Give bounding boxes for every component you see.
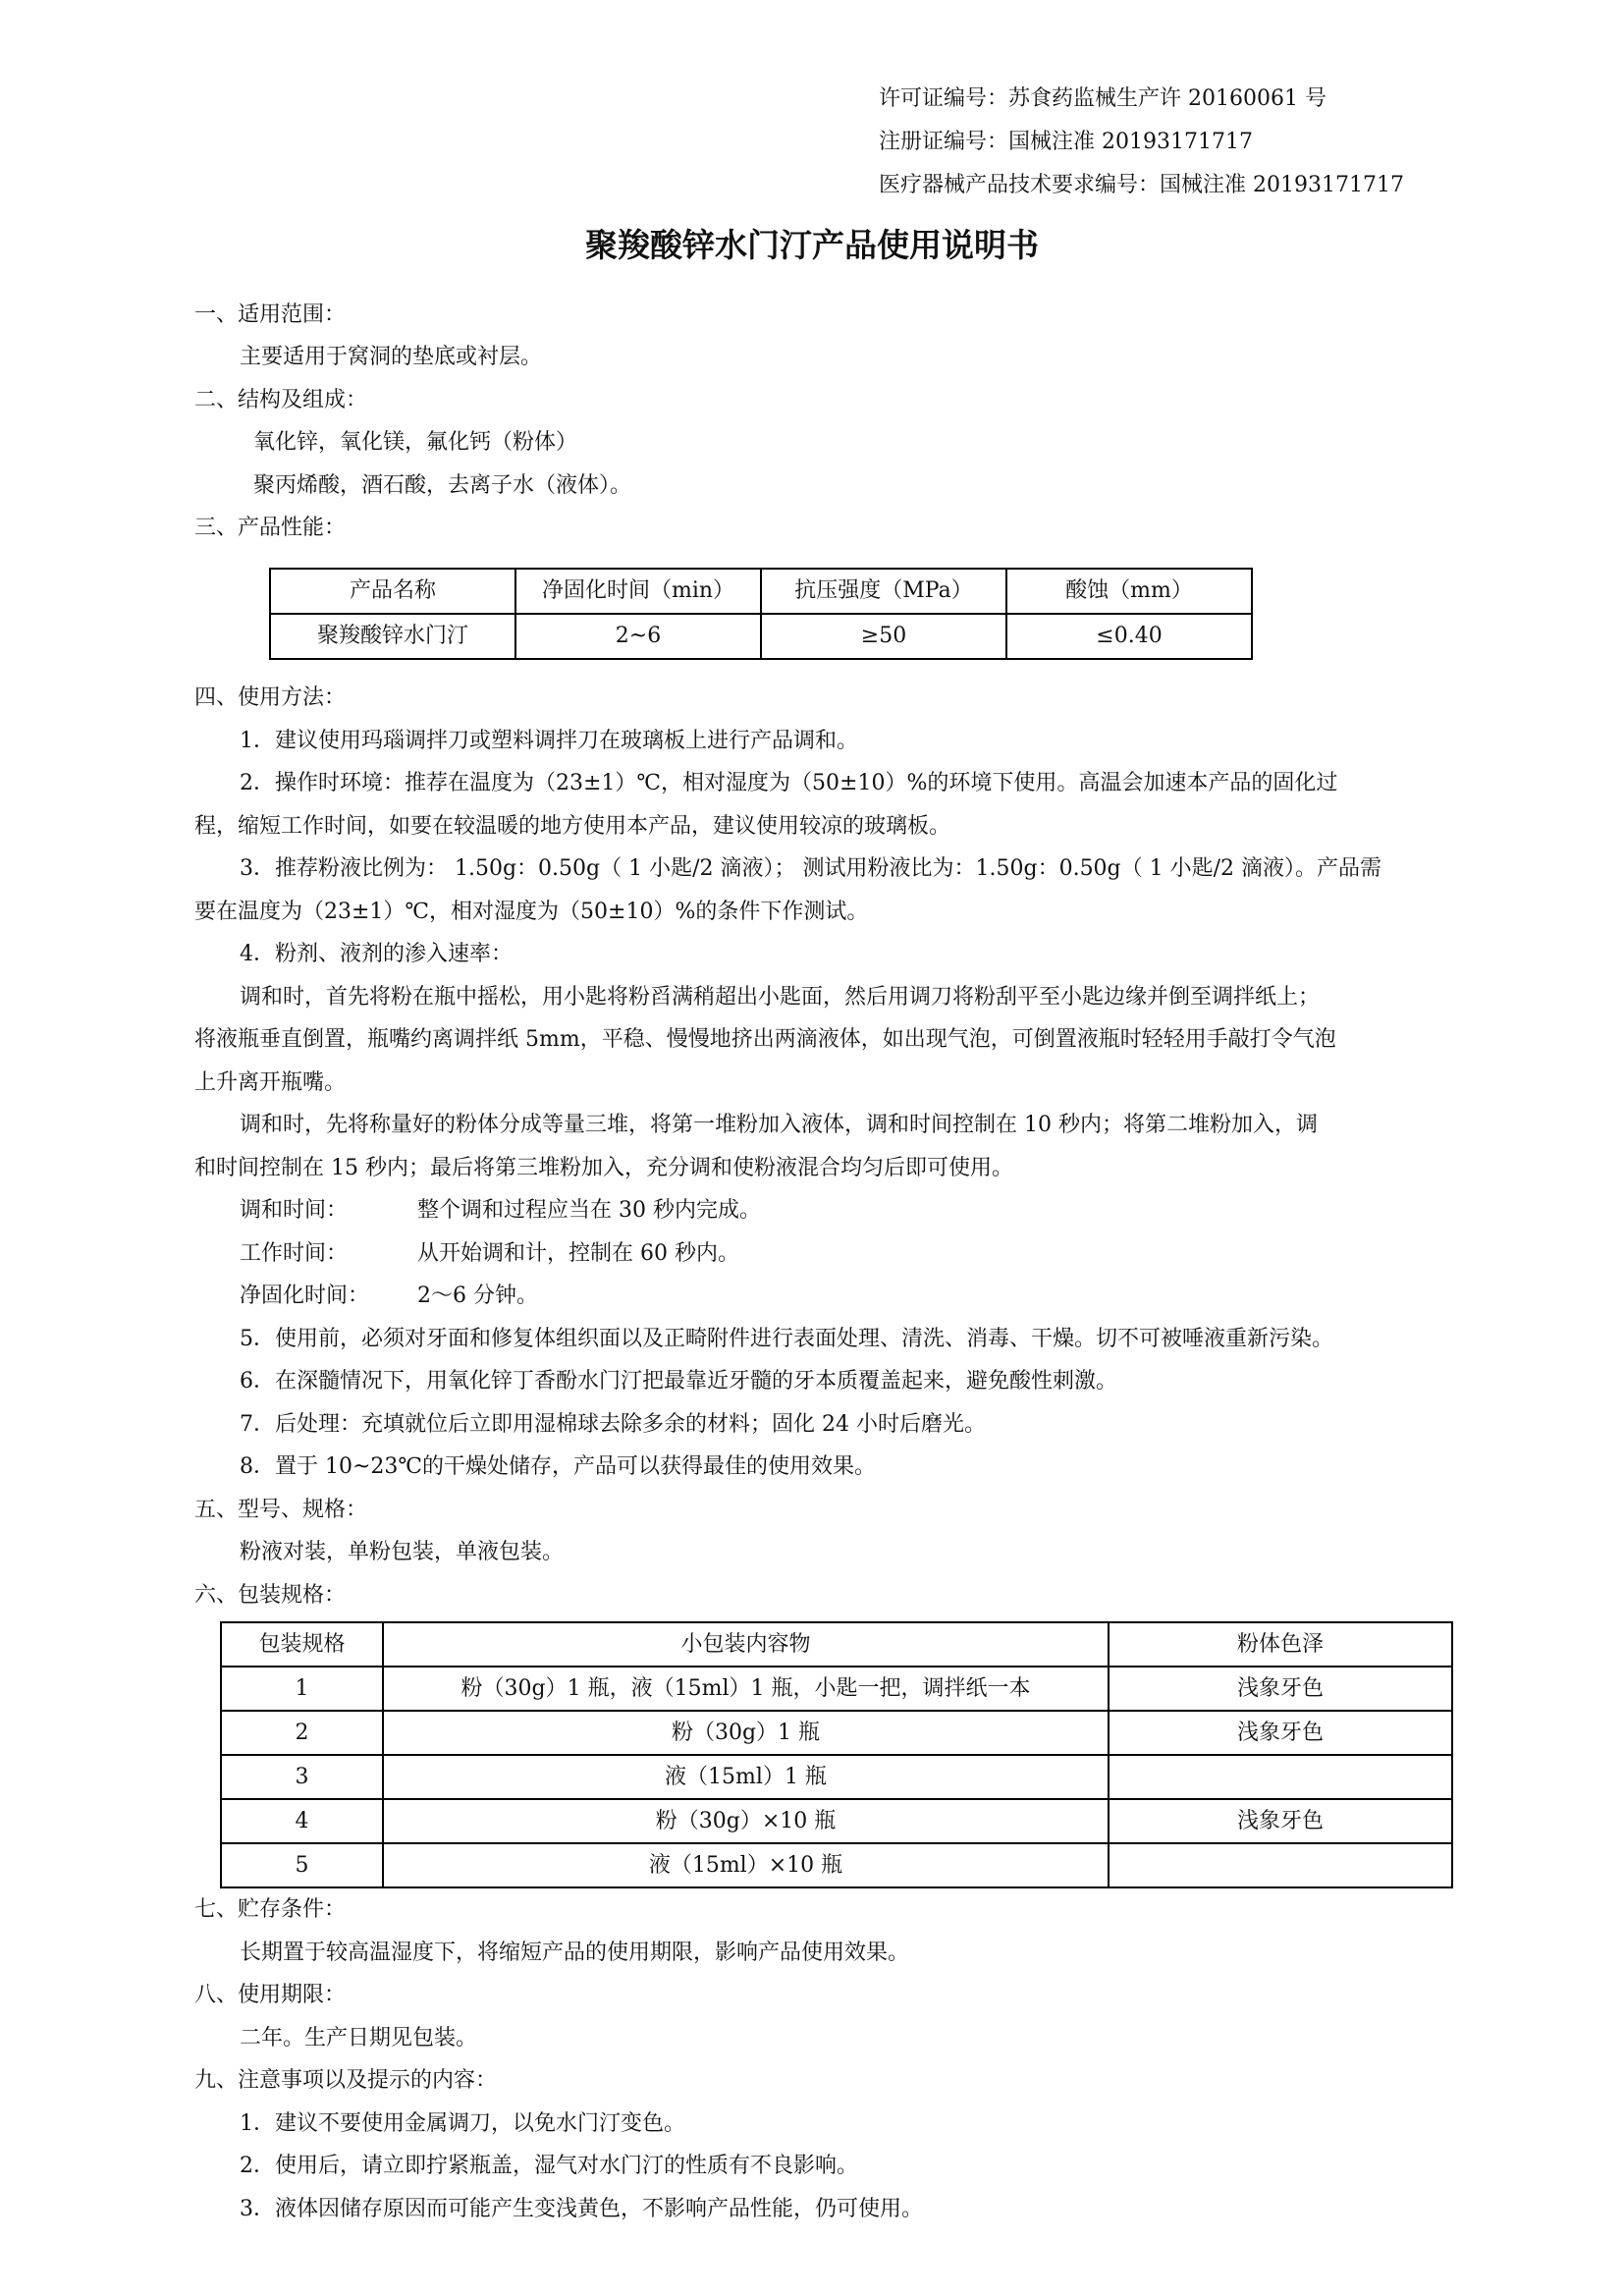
header-cell: 酸蚀（mm） [1006,569,1252,614]
section-heading-scope: 一、适用范围： [194,302,347,327]
usage-item-5: 5．使用前，必须对牙面和修复体组织面以及正畸附件进行表面处理、清洗、消毒、干燥。切不可被唾液重新污染。 [240,1327,1334,1351]
table-row [221,1755,1452,1799]
section-heading-model: 五、型号、规格： [194,1498,368,1522]
working-time-label: 工作时间： [240,1241,349,1266]
header-cell: 小包装内容物 [383,1622,1109,1667]
table-cell: ≤0.40 [1006,614,1252,659]
table-cell: 聚羧酸锌水门汀 [270,614,515,659]
table-cell: 液（15ml）1 瓶 [383,1755,1109,1799]
storage-text: 长期置于较高温湿度下，将缩短产品的使用期限，影响产品使用效果。 [240,1941,910,1965]
document-title: 聚羧酸锌水门汀产品使用说明书 [585,226,1039,264]
section-heading-usage: 四、使用方法： [194,685,347,710]
table-cell: 浅象牙色 [1109,1667,1452,1711]
table-cell: 2~6 [515,614,761,659]
usage-item-1: 1．建议使用玛瑙调拌刀或塑料调拌刀在玻璃板上进行产品调和。 [240,729,858,753]
table-cell: 1 [221,1667,383,1711]
table-cell: 2 [221,1711,383,1755]
table-row [221,1711,1452,1755]
table-cell: 液（15ml）×10 瓶 [383,1843,1109,1887]
packaging-table [220,1621,1453,1888]
table-cell: 粉（30g）1 瓶 [383,1711,1109,1755]
scope-text: 主要适用于窝洞的垫底或衬层。 [240,345,543,369]
mixing-time-label: 调和时间： [240,1198,349,1223]
table-cell: 4 [221,1799,383,1843]
usage-item-7: 7．后处理：充填就位后立即用湿棉球去除多余的材料；固化 24 小时后磨光。 [240,1412,986,1437]
mixing-paragraph-line-1: 调和时，首先将粉在瓶中摇松，用小匙将粉舀满稍超出小匙面，然后用调刀将粉刮平至小匙边缘并倒至调拌纸上； [240,985,1321,1010]
precaution-item-2: 2．使用后，请立即拧紧瓶盖，湿气对水门汀的性质有不良影响。 [240,2154,858,2178]
registration-number: 注册证编号：国械注准 20193171717 [879,130,1253,154]
usage-item-2-line-2: 程，缩短工作时间，如要在较温暖的地方使用本产品，建议使用较凉的玻璃板。 [194,814,951,839]
license-number: 许可证编号：苏食药监械生产许 20160061 号 [879,86,1326,111]
usage-item-4: 4．粉剂、液剂的渗入速率： [240,942,513,966]
table-row [221,1799,1452,1843]
composition-liquid: 聚丙烯酸，酒石酸，去离子水（液体）。 [253,473,632,498]
table-row [221,1843,1452,1887]
section-heading-performance: 三、产品性能： [194,516,347,540]
performance-table [269,568,1253,660]
table-row [221,1667,1452,1711]
usage-item-3-line-2: 要在温度为（23±1）℃，相对湿度为（50±10）%的条件下作测试。 [194,900,869,924]
table-cell [1109,1755,1452,1799]
usage-item-6: 6．在深髓情况下，用氧化锌丁香酚水门汀把最靠近牙髓的牙本质覆盖起来，避免酸性刺激。 [240,1369,1118,1394]
composition-powder: 氧化锌，氧化镁，氟化钙（粉体） [253,430,578,455]
table-cell: 浅象牙色 [1109,1711,1452,1755]
setting-time-value: 2～6 分钟。 [417,1284,538,1308]
section-heading-shelf-life: 八、使用期限： [194,1983,347,2007]
section-heading-packaging: 六、包装规格： [194,1583,347,1608]
tech-requirement-number: 医疗器械产品技术要求编号：国械注准 20193171717 [879,173,1404,197]
shelf-life-text: 二年。生产日期见包装。 [240,2026,478,2050]
table-cell [1109,1843,1452,1887]
table-header-row [221,1622,1452,1667]
header-cell: 包装规格 [221,1622,383,1667]
usage-item-8: 8．置于 10~23℃的干燥处储存，产品可以获得最佳的使用效果。 [240,1454,877,1479]
model-text: 粉液对装，单粉包装，单液包装。 [240,1540,565,1564]
table-cell: 5 [221,1843,383,1887]
setting-time-label: 净固化时间： [240,1284,370,1308]
mixing-time-value: 整个调和过程应当在 30 秒内完成。 [417,1198,761,1223]
usage-item-2-line-1: 2．操作时环境：推荐在温度为（23±1）℃，相对湿度为（50±10）%的环境下使用。高温会加速本产品的固化过 [240,771,1338,795]
table-row [270,614,1252,659]
precaution-item-3: 3．液体因储存原因而可能产生变浅黄色，不影响产品性能，仍可使用。 [240,2197,923,2221]
section-heading-precautions: 九、注意事项以及提示的内容： [194,2068,498,2093]
table-cell: ≥50 [761,614,1006,659]
header-cell: 产品名称 [270,569,515,614]
section-heading-storage: 七、贮存条件： [194,1897,347,1922]
header-cell: 抗压强度（MPa） [761,569,1006,614]
mixing-steps-line-1: 调和时，先将称量好的粉体分成等量三堆，将第一堆粉加入液体，调和时间控制在 10 秒内；将第二堆粉加入，调 [240,1113,1318,1137]
header-cell: 粉体色泽 [1109,1622,1452,1667]
usage-item-3-line-1: 3．推荐粉液比例为： 1.50g：0.50g（ 1 小匙/2 滴液）； 测试用粉液比为：1.50g：0.50g（ 1 小匙/2 滴液）。产品需 [240,856,1382,881]
working-time-value: 从开始调和计，控制在 60 秒内。 [417,1241,739,1266]
table-cell: 浅象牙色 [1109,1799,1452,1843]
table-cell: 粉（30g）1 瓶，液（15ml）1 瓶，小匙一把，调拌纸一本 [383,1667,1109,1711]
section-heading-composition: 二、结构及组成： [194,388,368,412]
mixing-paragraph-line-3: 上升离开瓶嘴。 [194,1070,347,1095]
header-cell: 净固化时间（min） [515,569,761,614]
table-cell: 粉（30g）×10 瓶 [383,1799,1109,1843]
mixing-paragraph-line-2: 将液瓶垂直倒置，瓶嘴约离调拌纸 5mm，平稳、慢慢地挤出两滴液体，如出现气泡，可倒置液瓶时轻轻用手敲打令气泡 [194,1027,1336,1052]
precaution-item-1: 1．建议不要使用金属调刀，以免水门汀变色。 [240,2111,685,2136]
table-cell: 3 [221,1755,383,1799]
mixing-steps-line-2: 和时间控制在 15 秒内；最后将第三堆粉加入，充分调和使粉液混合均匀后即可使用。 [194,1156,1013,1180]
table-header-row [270,569,1252,614]
